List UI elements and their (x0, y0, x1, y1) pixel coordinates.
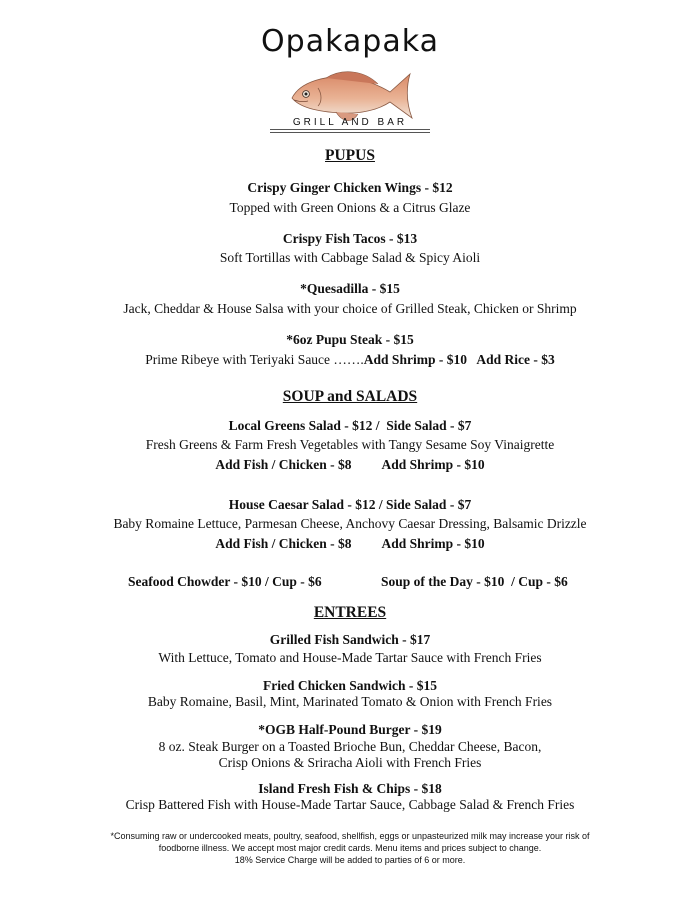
section-heading-entrees: ENTREES (313, 604, 387, 621)
addon-fish-chicken: Add Fish / Chicken - $8 (215, 536, 352, 551)
menu-item-title: *Quesadilla - $15 (300, 281, 400, 296)
menu-item-description: Baby Romaine Lettuce, Parmesan Cheese, Anchovy Caesar Dressing, Balsamic Drizzle (113, 516, 587, 531)
logo-divider-bottom (270, 129, 430, 130)
menu-item-description: 8 oz. Steak Burger on a Toasted Brioche Bun, Cheddar Cheese, Bacon, (158, 739, 542, 754)
steak-addons: Add Shrimp - $10 Add Rice - $3 (363, 352, 555, 367)
logo-divider-top (270, 132, 430, 133)
footer-disclaimer: *Consuming raw or undercooked meats, poultry, seafood, shellfish, eggs or unpasteurized milk may increase your risk of (110, 831, 590, 841)
menu-item-title: Fried Chicken Sandwich - $15 (262, 678, 438, 693)
menu-item-description: With Lettuce, Tomato and House-Made Tartar Sauce with French Fries (158, 650, 542, 665)
logo-subtitle: GRILL AND BAR (292, 117, 408, 128)
menu-item-description: Topped with Green Onions & a Citrus Glaze (229, 200, 471, 215)
menu-item-title: *OGB Half-Pound Burger - $19 (258, 722, 442, 737)
footer-service-charge: 18% Service Charge will be added to parties of 6 or more. (234, 855, 466, 865)
menu-item-title: Local Greens Salad - $12 / Side Salad - $7 (228, 418, 472, 433)
footer-disclaimer: foodborne illness. We accept most major credit cards. Menu items and prices subject to change. (158, 843, 542, 853)
section-heading-soup-salads: SOUP and SALADS (282, 388, 418, 405)
steak-description: Prime Ribeye with Teriyaki Sauce ……. (145, 352, 364, 367)
menu-item-description: Jack, Cheddar & House Salsa with your choice of Grilled Steak, Chicken or Shrimp (123, 301, 577, 316)
logo-name: Opakapaka (261, 24, 439, 59)
menu-item-description: Baby Romaine, Basil, Mint, Marinated Tomato & Onion with French Fries (147, 694, 553, 709)
menu-item-description: Crisp Onions & Sriracha Aioli with French Fries (218, 755, 482, 770)
menu-item-title: *6oz Pupu Steak - $15 (286, 332, 414, 347)
restaurant-logo (260, 24, 440, 132)
menu-item-description: Soft Tortillas with Cabbage Salad & Spicy Aioli (219, 250, 481, 265)
menu-item-title: House Caesar Salad - $12 / Side Salad - $7 (228, 497, 472, 512)
menu-item-addons (0, 536, 700, 552)
menu-item-title: Grilled Fish Sandwich - $17 (269, 632, 431, 647)
menu-item-description: Crisp Battered Fish with House-Made Tartar Sauce, Cabbage Salad & French Fries (125, 797, 575, 812)
menu-item-title: Crispy Fish Tacos - $13 (282, 231, 418, 246)
addon-shrimp: Add Shrimp - $10 (381, 536, 485, 551)
section-heading-pupus: PUPUS (325, 147, 375, 164)
menu-item-soup-of-the-day: Soup of the Day - $10 / Cup - $6 (381, 574, 568, 589)
menu-item-description: Fresh Greens & Farm Fresh Vegetables with Tangy Sesame Soy Vinaigrette (145, 437, 555, 452)
menu-item-addons (0, 457, 700, 473)
menu-item-seafood-chowder: Seafood Chowder - $10 / Cup - $6 (128, 574, 322, 589)
menu-item-title: Island Fresh Fish & Chips - $18 (258, 781, 442, 796)
addon-fish-chicken: Add Fish / Chicken - $8 (215, 457, 352, 472)
addon-shrimp: Add Shrimp - $10 (381, 457, 485, 472)
menu-item-description (0, 352, 700, 368)
menu-item-title: Crispy Ginger Chicken Wings - $12 (247, 180, 453, 195)
